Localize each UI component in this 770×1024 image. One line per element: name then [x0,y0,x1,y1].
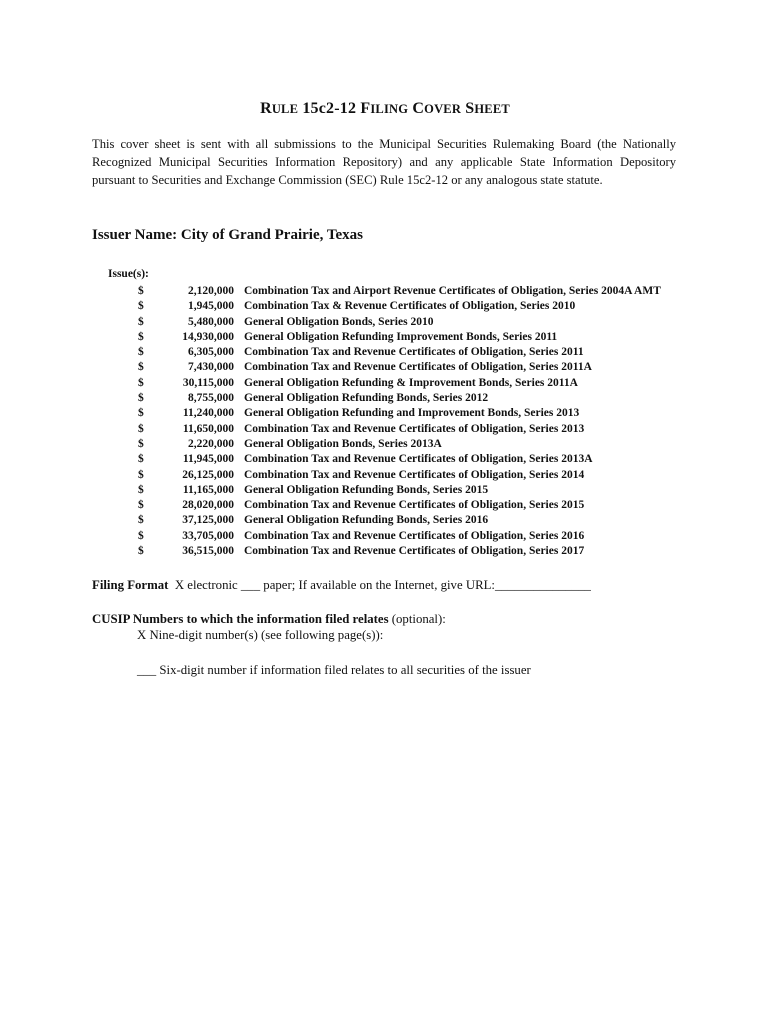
issue-row [138,468,738,483]
issue-amount: 5,480,000 [188,315,234,328]
issue-description: General Obligation Refunding and Improvement Bonds, Series 2013 [244,407,580,420]
issue-amount: 2,120,000 [188,285,234,297]
issue-row [138,406,738,421]
issue-amount: 28,020,000 [182,499,234,512]
cusip-heading [92,612,446,627]
issue-amount: 11,945,000 [182,453,234,466]
issue-row [138,529,738,544]
issue-currency: $ [138,407,144,420]
issue-description: Combination Tax and Revenue Certificates of Obligation, Series 2017 [244,545,585,558]
issue-row [138,391,738,406]
issue-currency: $ [138,392,144,405]
issue-description: Combination Tax & Revenue Certificates of Obligation, Series 2010 [244,300,576,313]
issue-amount: 7,430,000 [188,361,234,374]
issue-amount: 37,125,000 [182,514,234,527]
issue-amount: 11,650,000 [182,422,234,435]
issue-amount: 30,115,000 [182,376,234,389]
cusip-optional: (optional): [388,612,446,626]
issue-row [138,437,738,452]
issue-currency: $ [138,376,144,389]
issues-list [138,284,738,559]
issue-description: Combination Tax and Revenue Certificates of Obligation, Series 2013A [244,453,593,466]
filing-format [92,578,591,593]
issue-description: Combination Tax and Revenue Certificates of Obligation, Series 2014 [244,468,585,481]
issue-amount: 1,945,000 [188,300,234,313]
issue-currency: $ [138,422,144,435]
issue-currency: $ [138,300,144,313]
issue-description: General Obligation Bonds, Series 2010 [244,315,434,328]
issue-amount: 11,240,000 [182,407,234,420]
filing-format-label: Filing Format [92,578,169,592]
issue-amount: 26,125,000 [182,468,234,481]
issue-currency: $ [138,315,144,328]
issue-currency: $ [138,285,144,297]
page-title: RULE 15c2-12 FILING COVER SHEET [260,100,510,117]
issue-row [138,360,738,375]
intro-paragraph: This cover sheet is sent with all submissions to the Municipal Securities Rulemaking Board (the Nationally Recognized Municipal Securities Information Repository) and any applicable State Information Depository pursuant to Securities and Exchange Commission (SEC) Rule 15c2-12 or any analogous state statute. [92,137,676,187]
issue-description: Combination Tax and Revenue Certificates of Obligation, Series 2013 [244,422,585,435]
issue-amount: 6,305,000 [188,346,234,359]
issue-description: General Obligation Refunding Bonds, Series 2012 [244,392,489,405]
issue-amount: 14,930,000 [182,330,234,343]
issue-description: Combination Tax and Revenue Certificates of Obligation, Series 2011A [244,361,592,374]
issue-description: Combination Tax and Revenue Certificates of Obligation, Series 2016 [244,529,585,542]
issue-row [138,544,738,559]
issue-description: General Obligation Bonds, Series 2013A [244,437,442,450]
issue-amount: 2,220,000 [188,437,234,450]
issue-row [138,452,738,467]
issuer-name: Issuer Name: City of Grand Prairie, Texas [92,227,363,243]
issue-currency: $ [138,545,144,558]
issue-currency: $ [138,330,144,343]
issue-row [138,513,738,528]
issue-row [138,376,738,391]
issue-currency: $ [138,529,144,542]
issue-row [138,299,738,314]
issue-currency: $ [138,346,144,359]
issue-description: General Obligation Refunding Bonds, Series 2015 [244,483,489,496]
issue-row [138,330,738,345]
issue-amount: 36,515,000 [182,545,234,558]
issue-amount: 8,755,000 [188,392,234,405]
issue-currency: $ [138,437,144,450]
issue-currency: $ [138,453,144,466]
issue-description: General Obligation Refunding & Improvement Bonds, Series 2011A [244,376,578,389]
issue-description: General Obligation Refunding Bonds, Series 2016 [244,514,489,527]
issue-description: Combination Tax and Revenue Certificates of Obligation, Series 2015 [244,499,585,512]
cusip-six-digit-option: ___ Six-digit number if information filed relates to all securities of the issuer [137,663,531,677]
cusip-nine-digit-option: X Nine-digit number(s) (see following page(s)): [137,628,384,642]
issue-row [138,284,738,299]
issue-currency: $ [138,483,144,496]
cusip-label: CUSIP Numbers to which the information filed relates [92,612,389,626]
issue-row [138,345,738,360]
issue-row [138,315,738,330]
issue-description: Combination Tax and Airport Revenue Certificates of Obligation, Series 2004A AMT [244,285,661,297]
issue-currency: $ [138,499,144,512]
issue-amount: 33,705,000 [182,529,234,542]
issue-row [138,422,738,437]
filing-format-text: X electronic ___ paper; If available on the Internet, give URL:_______________ [168,578,591,592]
issue-currency: $ [138,361,144,374]
issue-row [138,498,738,513]
issue-currency: $ [138,514,144,527]
issue-description: Combination Tax and Revenue Certificates of Obligation, Series 2011 [244,346,584,359]
issue-currency: $ [138,468,144,481]
issues-label: Issue(s): [108,268,149,280]
issue-amount: 11,165,000 [182,483,234,496]
issue-description: General Obligation Refunding Improvement Bonds, Series 2011 [244,330,558,343]
issue-row [138,483,738,498]
